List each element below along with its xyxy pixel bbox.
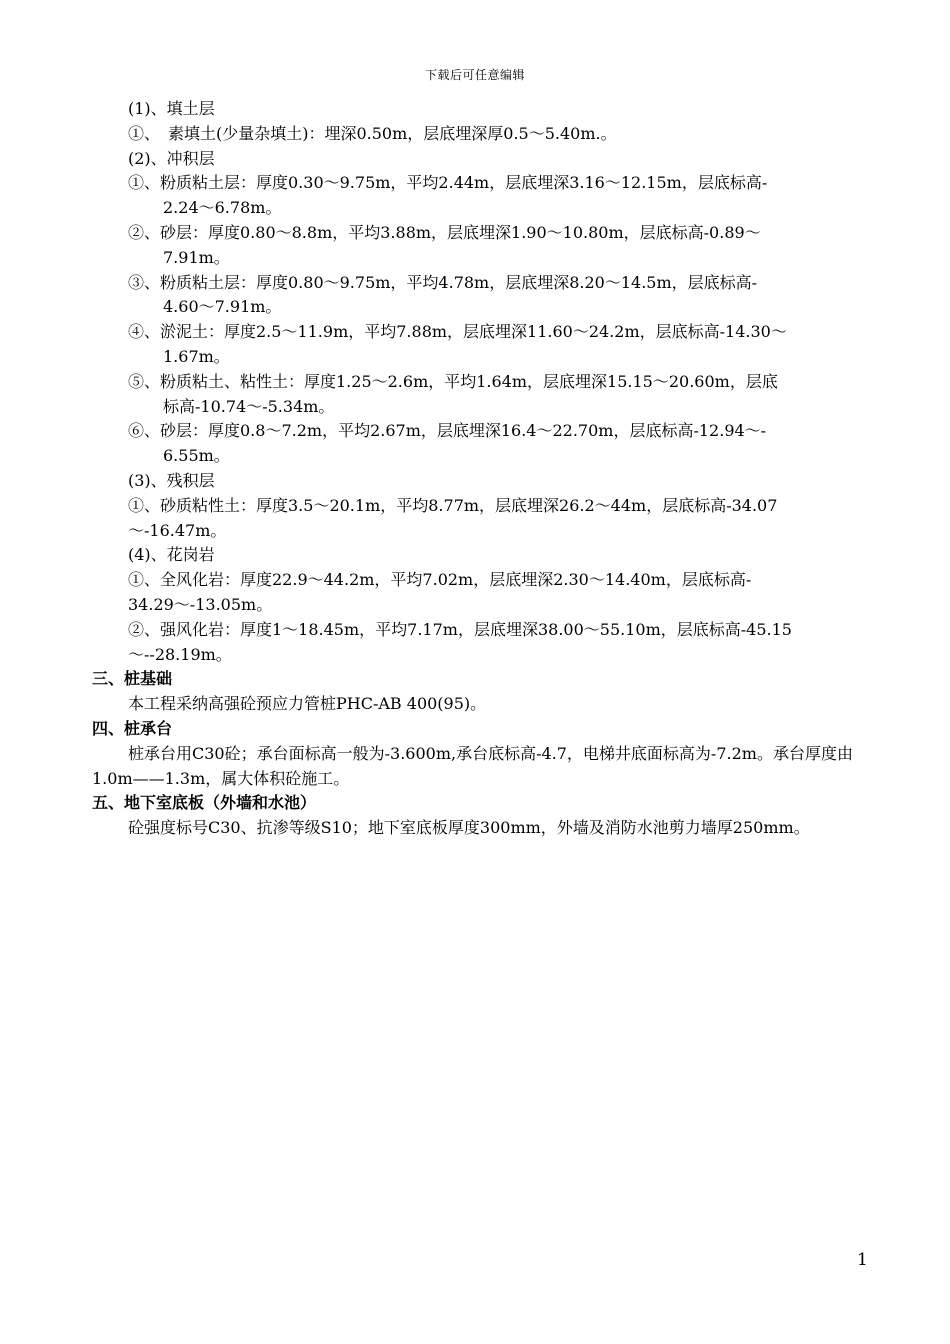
- layer-item: ⑤、粉质粘土、粘性土：厚度1.25～2.6m，平均1.64m，层底埋深15.15～20.60m，层底: [128, 371, 778, 391]
- layer-item: ①、 素填土(少量杂填土)：埋深0.50m，层底埋深厚0.5～5.40m.。: [128, 123, 617, 143]
- layer-group-title: (1)、填土层: [128, 99, 215, 118]
- document-body: [92, 97, 868, 841]
- layer-item: ①、全风化岩：厚度22.9～44.2m，平均7.02m，层底埋深2.30～14.40m，层底标高-: [128, 570, 752, 590]
- layer-group-title: (3)、残积层: [128, 470, 215, 490]
- section-body: 桩承台用C30砼；承台面标高一般为-3.600m,承台底标高-4.7，电梯井底面标高为-7.2m。承台厚度由1.0m——1.3m，属大体积砼施工。: [92, 743, 853, 788]
- layer-item: ②、强风化岩：厚度1～18.45m，平均7.17m，层底埋深38.00～55.10m，层底标高-45.15: [128, 619, 792, 639]
- layer-item: ③、粉质粘土层：厚度0.80～9.75m，平均4.78m，层底埋深8.20～14.5m，层底标高-: [128, 272, 758, 292]
- layer-group-title: (4)、花岗岩: [128, 545, 215, 565]
- page-header: 下载后可任意编辑: [424, 68, 525, 82]
- layer-item-continuation: 4.60～7.91m。: [163, 297, 282, 317]
- layer-item-continuation: 6.55m。: [163, 446, 230, 466]
- layer-item-continuation: ～-16.47m。: [128, 520, 227, 540]
- section-body: 砼强度标号C30、抗渗等级S10；地下室底板厚度300mm，外墙及消防水池剪力墙厚250mm。: [128, 818, 810, 838]
- section-heading: 三、桩基础: [92, 669, 173, 689]
- layer-item-continuation: 标高-10.74～-5.34m。: [163, 396, 335, 416]
- page-number: 1: [857, 1250, 868, 1270]
- layer-item: ①、砂质粘性土：厚度3.5～20.1m，平均8.77m，层底埋深26.2～44m，层底标高-34.07: [128, 495, 778, 515]
- section-heading: 五、地下室底板（外墙和水池）: [92, 793, 317, 813]
- layer-item-continuation: 7.91m。: [163, 247, 230, 267]
- layer-item: ②、砂层：厚度0.80～8.8m，平均3.88m，层底埋深1.90～10.80m，层底标高-0.89～: [128, 222, 761, 242]
- section-heading: 四、桩承台: [92, 718, 173, 738]
- layer-item: ①、粉质粘土层：厚度0.30～9.75m，平均2.44m，层底埋深3.16～12.15m，层底标高-: [128, 173, 768, 193]
- layer-item: ④、淤泥土：厚度2.5～11.9m，平均7.88m，层底埋深11.60～24.2m，层底标高-14.30～: [128, 322, 787, 342]
- layer-item-continuation: 34.29～-13.05m。: [128, 594, 273, 614]
- layer-item-continuation: ～--28.19m。: [128, 644, 232, 664]
- layer-item-continuation: 1.67m。: [163, 346, 230, 366]
- layer-group-title: (2)、冲积层: [128, 148, 215, 168]
- layer-item-continuation: 2.24～6.78m。: [163, 198, 282, 218]
- section-body: 本工程采纳高强砼预应力管桩PHC-AB 400(95)。: [128, 694, 487, 714]
- layer-item: ⑥、砂层：厚度0.8～7.2m，平均2.67m，层底埋深16.4～22.70m，层底标高-12.94～-: [128, 421, 767, 441]
